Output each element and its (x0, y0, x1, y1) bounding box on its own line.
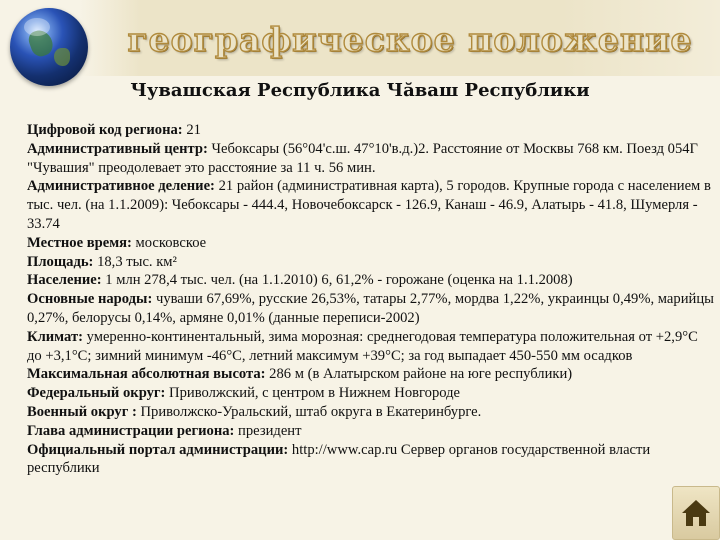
region-subtitle: Чувашская Республика Чăваш Республики (130, 80, 590, 101)
info-label: Административное деление: (27, 178, 215, 195)
info-value: 21 (182, 122, 201, 138)
info-paragraph (27, 271, 715, 290)
info-label: Основные народы: (27, 291, 153, 308)
home-button[interactable] (672, 486, 720, 540)
info-value: 286 м (в Алатырском районе на юге республики) (265, 366, 573, 383)
info-value: Приволжско-Уральский, штаб округа в Екатеринбурге. (136, 403, 482, 420)
info-paragraph (27, 290, 715, 328)
info-label: Площадь: (27, 253, 94, 270)
info-paragraph (27, 403, 715, 422)
info-value: 1 млн 278,4 тыс. чел. (на 1.1.2010) 6, 61,2% - горожане (оценка на 1.1.2008) (101, 272, 573, 289)
page-title: географическое положение (127, 19, 693, 59)
info-value: Чебоксары (56°04'с.ш. 47°10'в.д.)2. Расстояние от Москвы 768 км. Поезд 054Г "Чувашия" преодолевает это расстояние за 11 ч. 56 мин. (27, 140, 698, 176)
info-paragraph (27, 140, 715, 178)
info-label: Население: (27, 272, 102, 289)
info-paragraph (27, 177, 715, 233)
info-label: Климат: (27, 328, 83, 345)
info-value: московское (131, 234, 207, 251)
info-label: Максимальная абсолютная высота: (27, 366, 266, 383)
info-paragraph (27, 234, 715, 253)
info-paragraph (27, 422, 715, 441)
info-value: http://www.cap.ru Сервер органов государственной власти республики (27, 441, 651, 477)
info-value: президент (234, 422, 302, 439)
info-label: Официальный портал администрации: (27, 441, 289, 458)
info-paragraph (27, 365, 715, 384)
info-value: чуваши 67,69%, русские 26,53%, татары 2,77%, мордва 1,22%, украинцы 0,49%, марийцы 0,27%, белорусы 0,14%, армяне 0,01% (данные переписи-2002) (27, 291, 714, 326)
info-paragraph (27, 253, 715, 272)
info-label: Военный округ : (27, 403, 137, 420)
info-paragraph (27, 441, 715, 479)
home-icon (679, 496, 713, 530)
info-value: 18,3 тыс. км² (93, 253, 177, 270)
info-text (27, 121, 715, 478)
info-value: 21 район (административная карта), 5 городов. Крупные города с населением в тыс. чел. (на 1.1.2009): Чебоксары - 444.4, Новочебоксарск - 126.9, Канаш - 46.9, Алатырь - 41.8, Шумерля - 33.74 (27, 178, 711, 232)
globe-icon (10, 8, 88, 86)
info-paragraph (27, 121, 715, 140)
info-value: умеренно-континентальный, зима морозная: среднегодовая температура положительная от +2,9°C до +3,1°C; зимний минимум -46°C, летний максимум +39°C; за год выпадает 450-550 мм осадков (27, 328, 698, 364)
info-label: Административный центр: (27, 140, 208, 157)
info-value: Приволжский, с центром в Нижнем Новгороде (165, 385, 461, 402)
info-paragraph (27, 384, 715, 403)
info-paragraph (27, 328, 715, 366)
info-label: Цифровой код региона: (27, 122, 183, 138)
info-label: Федеральный округ: (27, 385, 166, 402)
title-banner (127, 12, 693, 66)
info-label: Местное время: (27, 234, 132, 251)
info-label: Глава администрации региона: (27, 422, 235, 439)
